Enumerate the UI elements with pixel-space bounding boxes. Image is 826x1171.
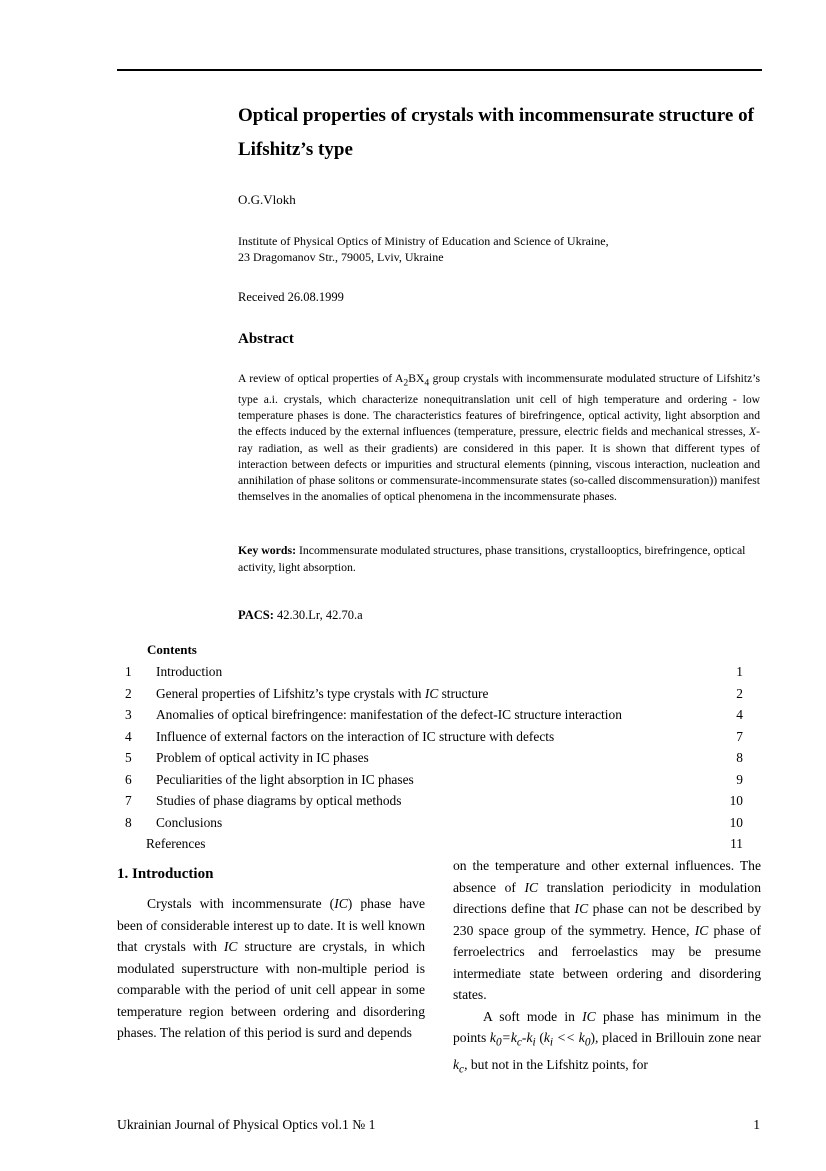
- toc-entry[interactable]: [117, 726, 757, 748]
- footer-page-number: 1: [753, 1117, 760, 1132]
- paragraph: [453, 855, 761, 1006]
- affiliation: [238, 233, 758, 265]
- math-expression: [543, 1030, 591, 1049]
- toc-entry[interactable]: [117, 683, 757, 705]
- math-symbol: k: [489, 1030, 496, 1045]
- italic-term: IC: [223, 939, 238, 954]
- subscript: i: [549, 1036, 554, 1049]
- subscript: 2: [403, 377, 409, 389]
- text-run: on the temperature and other external influences. The absence of: [453, 858, 761, 895]
- body-column-right: [453, 855, 761, 1081]
- math-symbol: -: [521, 1030, 527, 1045]
- affiliation-line-1: Institute of Physical Optics of Ministry of Education and Science of Ukraine,: [238, 234, 609, 248]
- text-run: translation periodicity in modulation directions define that: [453, 879, 761, 916]
- affiliation-line-2: 23 Dragomanov Str., 79005, Lviv, Ukraine: [238, 250, 444, 264]
- text-run: ) phase have been of considerable interest up to date. It is well known that crystals with: [117, 896, 426, 954]
- toc-page: 1: [736, 664, 743, 679]
- toc-page: 7: [736, 728, 743, 744]
- toc-number: 5: [125, 750, 132, 765]
- received-date: Received 26.08.1999: [238, 290, 344, 304]
- abstract-heading: Abstract: [238, 331, 294, 347]
- toc-entry[interactable]: [117, 661, 757, 683]
- subscript: 4: [424, 377, 430, 389]
- toc-title: References: [146, 836, 206, 851]
- abstract-part: group crystals with incommensurate modulated structure of Lifshitz’s type a.i. crystals, which characterize nonequitranslation unit cell of high temperature and ordering - low temperature phases is done. The characteristics features of birefringence, optical activity, light absorption and the effects induced by the external influences (temperature, pressure, electric fields and mechanical stresses,: [238, 372, 761, 439]
- italic-term: IC: [334, 896, 348, 911]
- toc-title: Conclusions: [156, 814, 223, 830]
- toc-page: 10: [729, 793, 743, 808]
- toc-entry[interactable]: [117, 790, 757, 812]
- text-run: structure are crystals, in which modulated superstructure with non-multiple period is comparable with the period of unit cell appear in some temperature region between ordering and disordering phases. The relation of this period is surd and depends: [117, 939, 425, 1040]
- toc-title: Peculiarities of the light absorption in IC phases: [156, 771, 414, 787]
- subscript: c: [459, 1063, 465, 1076]
- abstract-part: BX: [408, 372, 425, 385]
- toc-page: 4: [736, 707, 743, 722]
- math-expression: [489, 1030, 536, 1049]
- italic-term: IC: [574, 901, 589, 916]
- toc-entry[interactable]: [117, 769, 757, 791]
- toc-number: 3: [125, 707, 132, 722]
- subscript: 0: [495, 1036, 502, 1049]
- footer-journal: Ukrainian Journal of Physical Optics vol.1 № 1: [117, 1117, 376, 1132]
- toc-page: 11: [730, 836, 743, 851]
- table-of-contents: [117, 661, 757, 855]
- subscript: i: [532, 1036, 536, 1049]
- toc-title: Studies of phase diagrams by optical methods: [156, 793, 402, 808]
- toc-number: 2: [125, 685, 132, 701]
- toc-title: Problem of optical activity in IC phases: [156, 750, 369, 765]
- math-symbol: k: [578, 1030, 585, 1045]
- abstract-part: A review of optical properties of A: [238, 372, 404, 385]
- text-run: phase can not be described by 230 space group of the symmetry. Hence,: [453, 901, 761, 938]
- paragraph: [117, 893, 425, 1044]
- paper-title: Optical properties of crystals with incommensurate structure of Lifshitz’s type: [238, 105, 754, 160]
- toc-title-part: General properties of Lifshitz’s type crystals with: [156, 685, 425, 701]
- body-column-left: [117, 893, 425, 1044]
- toc-title-part: structure: [438, 685, 489, 701]
- text-run: phase has minimum in the points: [453, 1008, 761, 1045]
- math-symbol: k: [526, 1030, 533, 1045]
- toc-title: Influence of external factors on the interaction of IC structure with defects: [156, 728, 555, 744]
- pacs-line: [238, 608, 363, 623]
- italic-term: IC: [694, 922, 709, 938]
- text-run: Crystals with incommensurate (: [147, 896, 335, 911]
- toc-page: 8: [736, 750, 743, 765]
- subscript: 0: [584, 1036, 591, 1049]
- math-symbol: k: [510, 1030, 517, 1045]
- header-rule: [117, 69, 762, 71]
- toc-number: 7: [125, 793, 132, 808]
- section-heading-introduction: 1. Introduction: [117, 866, 214, 882]
- text-run: , but not in the Lifshitz points, for: [464, 1057, 648, 1073]
- italic-term: IC: [524, 879, 539, 895]
- abstract-part: -ray radiation, as well as their gradients) are considered in this paper. It is shown that different types of interaction between defects or impurities and structural elements (pinning, viscous interaction, nucleation and annihilation of phase solitons or commensurate-incommensurate states (so-called discommensuration)) manifest themselves in the anomalies of optical phenomena in the incommensurate phases.: [238, 425, 760, 504]
- pacs-label: PACS:: [238, 608, 274, 622]
- toc-entry[interactable]: [117, 747, 757, 769]
- text-run: phase of ferroelectrics and ferroelastics may be presume intermediate state between ordering and disordering states.: [453, 922, 761, 1002]
- italic-term: X: [749, 425, 757, 439]
- keywords: [238, 542, 760, 575]
- text-run: A soft mode in: [483, 1008, 583, 1024]
- subscript: c: [516, 1036, 522, 1049]
- toc-entry[interactable]: [117, 812, 757, 834]
- toc-entry[interactable]: [117, 704, 757, 726]
- toc-number: 6: [125, 771, 132, 787]
- italic-term: IC: [424, 685, 439, 701]
- toc-title: [156, 683, 488, 705]
- toc-page: 10: [729, 814, 743, 830]
- abstract-text: [238, 371, 760, 506]
- toc-entry-references[interactable]: [117, 833, 757, 855]
- keywords-list: Incommensurate modulated structures, phase transitions, crystallooptics, birefringence, optical activity, light absorption.: [238, 543, 746, 574]
- keywords-label: Key words:: [238, 543, 296, 557]
- math-symbol: =: [501, 1030, 511, 1045]
- author-name: O.G.Vlokh: [238, 192, 296, 207]
- paragraph: [453, 1006, 761, 1082]
- text-run: (: [535, 1030, 544, 1045]
- text-run: ), placed in Brillouin zone near: [590, 1030, 761, 1045]
- contents-heading: Contents: [147, 642, 197, 657]
- toc-number: 1: [125, 664, 132, 679]
- toc-page: 9: [736, 771, 743, 787]
- italic-term: IC: [582, 1008, 596, 1024]
- toc-title: Introduction: [156, 664, 223, 679]
- toc-number: 4: [125, 728, 132, 744]
- pacs-codes: 42.30.Lr, 42.70.a: [277, 608, 363, 622]
- math-symbol: k: [543, 1030, 550, 1045]
- math-symbol: <<: [553, 1030, 579, 1045]
- toc-number: 8: [125, 814, 132, 830]
- math-expression: [453, 1057, 465, 1076]
- toc-title: Anomalies of optical birefringence: manifestation of the defect-IC structure interaction: [156, 707, 622, 722]
- math-symbol: k: [453, 1057, 460, 1073]
- toc-page: 2: [736, 685, 743, 701]
